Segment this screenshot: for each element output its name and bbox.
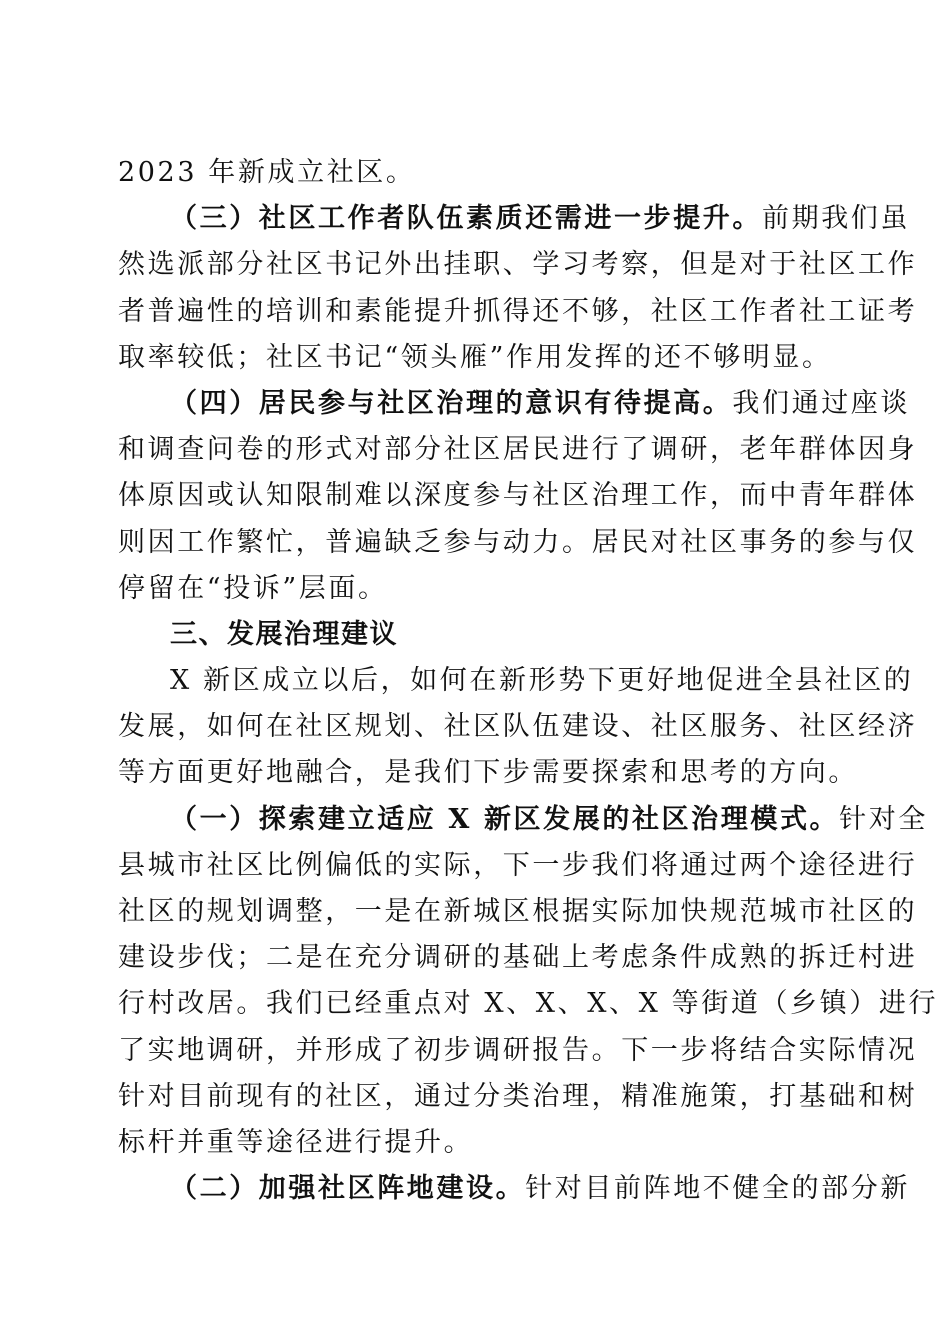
text-run: 前期我们虽 (762, 203, 910, 235)
text-line: X 新区成立以后，如何在新形势下更好地促进全县社区的 (170, 665, 914, 697)
text-line: 标杆并重等途径进行提升。 (118, 1126, 474, 1158)
text-line: 了实地调研，并形成了初步调研报告。下一步将结合实际情况 (118, 1034, 918, 1066)
document-page (118, 150, 939, 1212)
text-line: 则因工作繁忙，普遍缺乏参与动力。居民对社区事务的参与仅 (118, 526, 918, 558)
text-line: 体原因或认知限制难以深度参与社区治理工作，而中青年群体 (118, 480, 918, 512)
subheading-line (118, 797, 928, 843)
subheading-lead: （二）加强社区阵地建设。 (170, 1173, 526, 1205)
text-run: 针对全 (839, 803, 928, 835)
text-line: 和调查问卷的形式对部分社区居民进行了调研，老年群体因身 (118, 434, 918, 466)
text-line: 发展，如何在社区规划、社区队伍建设、社区服务、社区经济 (118, 711, 918, 743)
subheading-line (118, 196, 910, 242)
subheading-line (118, 381, 911, 427)
text-line: 针对目前现有的社区，通过分类治理，精准施策，打基础和树 (118, 1080, 918, 1112)
text-line: 社区的规划调整，一是在新城区根据实际加快规范城市社区的 (118, 896, 918, 927)
text-run: 针对目前阵地不健全的部分新 (525, 1173, 911, 1205)
text-line: 者普遍性的培训和素能提升抓得还不够，社区工作者社工证考 (118, 295, 918, 327)
text-line: 等方面更好地融合，是我们下步需要探索和思考的方向。 (118, 757, 858, 789)
subheading-lead: （三）社区工作者队伍素质还需进一步提升。 (170, 203, 762, 235)
text-run: 我们通过座谈 (732, 387, 911, 419)
subheading-lead: （四）居民参与社区治理的意识有待提高。 (170, 387, 733, 419)
section-heading: 三、发展治理建议 (170, 618, 398, 650)
subheading-lead: （一）探索建立适应 X 新区发展的社区治理模式。 (170, 803, 840, 835)
text-line: 取率较低；社区书记“领头雁”作用发挥的还不够明显。 (118, 341, 832, 373)
text-line: 停留在“投诉”层面。 (118, 572, 388, 604)
text-line: 行村改居。我们已经重点对 X、X、X、X 等街道（乡镇）进行 (118, 988, 939, 1020)
text-line: 县城市社区比例偏低的实际，下一步我们将通过两个途径进行 (118, 849, 918, 881)
subheading-line (118, 1166, 911, 1212)
text-line: 然选派部分社区书记外出挂职、学习考察，但是对于社区工作 (118, 249, 918, 281)
text-line: 建设步伐；二是在充分调研的基础上考虑条件成熟的拆迁村进 (118, 942, 918, 974)
text-line: 2023 年新成立社区。 (118, 157, 416, 188)
